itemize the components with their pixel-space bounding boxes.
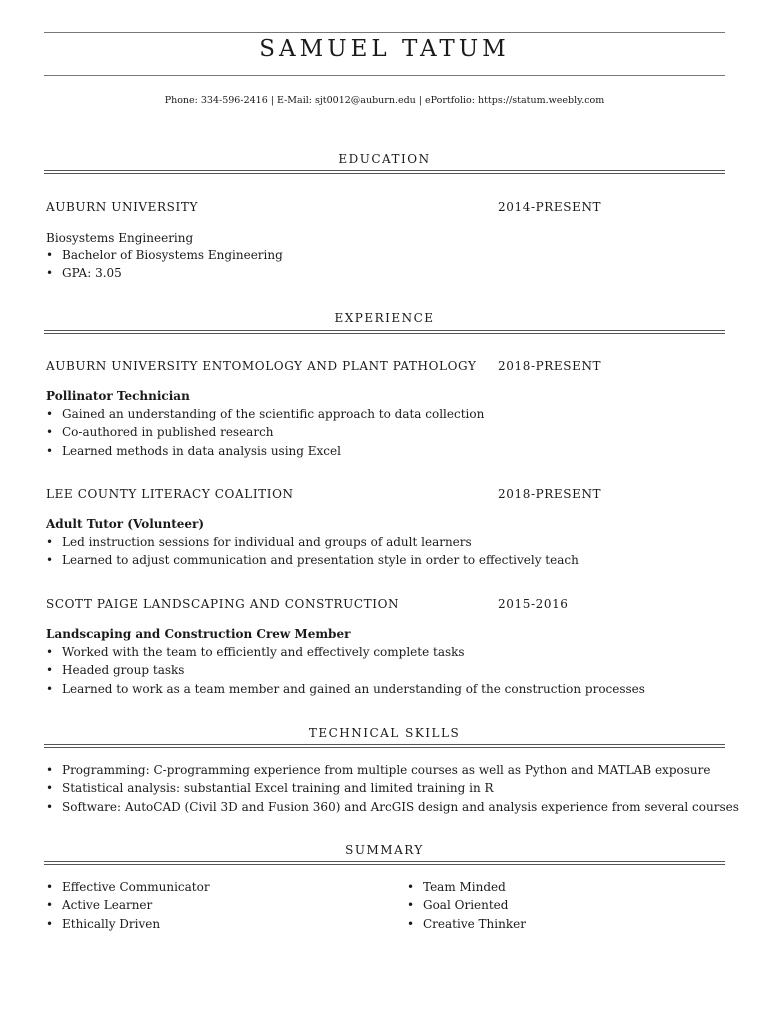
header-top-rule bbox=[44, 32, 725, 33]
skills-bullets bbox=[46, 761, 739, 816]
resume-name: SAMUEL TATUM bbox=[259, 36, 510, 62]
section-title-experience: EXPERIENCE bbox=[334, 311, 435, 325]
section-rule-education bbox=[44, 170, 725, 174]
experience-role-2: Adult Tutor (Volunteer) bbox=[46, 517, 205, 531]
experience-date-2: 2018-PRESENT bbox=[498, 487, 602, 501]
list-item: • Creative Thinker bbox=[407, 915, 526, 933]
education-date: 2014-PRESENT bbox=[498, 200, 602, 214]
experience-bullets-2 bbox=[46, 533, 579, 570]
list-item: • Programming: C-programming experience from multiple courses as well as Python and MATLAB exposure bbox=[46, 761, 739, 779]
list-item: • Learned to work as a team member and gained an understanding of the construction processes bbox=[46, 680, 645, 698]
experience-date-1: 2018-PRESENT bbox=[498, 359, 602, 373]
experience-bullets-3 bbox=[46, 643, 645, 698]
list-item: • Goal Oriented bbox=[407, 896, 526, 914]
contact-line: Phone: 334-596-2416 | E-Mail: sjt0012@auburn.edu | ePortfolio: https://statum.weebly.com bbox=[164, 95, 605, 106]
section-rule-experience bbox=[44, 330, 725, 334]
experience-org-3: SCOTT PAIGE LANDSCAPING AND CONSTRUCTION bbox=[46, 597, 400, 611]
list-item: • Ethically Driven bbox=[46, 915, 210, 933]
experience-org-2: LEE COUNTY LITERACY COALITION bbox=[46, 487, 294, 501]
experience-role-3: Landscaping and Construction Crew Member bbox=[46, 627, 351, 641]
summary-bullets-left bbox=[46, 878, 210, 933]
list-item: • GPA: 3.05 bbox=[46, 264, 283, 282]
experience-bullets-1 bbox=[46, 405, 484, 460]
list-item: • Gained an understanding of the scientific approach to data collection bbox=[46, 405, 484, 423]
education-org: AUBURN UNIVERSITY bbox=[46, 200, 198, 214]
list-item: • Learned methods in data analysis using Excel bbox=[46, 442, 484, 460]
education-subtitle: Biosystems Engineering bbox=[46, 231, 194, 245]
list-item: • Headed group tasks bbox=[46, 661, 645, 679]
list-item: • Co-authored in published research bbox=[46, 423, 484, 441]
list-item: • Worked with the team to efficiently and effectively complete tasks bbox=[46, 643, 645, 661]
summary-bullets-right bbox=[407, 878, 526, 933]
list-item: • Team Minded bbox=[407, 878, 526, 896]
list-item: • Active Learner bbox=[46, 896, 210, 914]
section-title-skills: TECHNICAL SKILLS bbox=[308, 726, 461, 740]
header-bottom-rule bbox=[44, 75, 725, 76]
section-rule-skills bbox=[44, 744, 725, 748]
section-title-summary: SUMMARY bbox=[345, 843, 424, 857]
list-item: • Statistical analysis: substantial Excel training and limited training in R bbox=[46, 779, 739, 797]
list-item: • Led instruction sessions for individual and groups of adult learners bbox=[46, 533, 579, 551]
experience-org-1: AUBURN UNIVERSITY ENTOMOLOGY AND PLANT PATHOLOGY bbox=[46, 359, 477, 373]
experience-date-3: 2015-2016 bbox=[498, 597, 569, 611]
education-bullets bbox=[46, 246, 283, 283]
section-title-education: EDUCATION bbox=[338, 152, 431, 166]
list-item: • Software: AutoCAD (Civil 3D and Fusion 360) and ArcGIS design and analysis experience from several courses bbox=[46, 798, 739, 816]
list-item: • Effective Communicator bbox=[46, 878, 210, 896]
experience-role-1: Pollinator Technician bbox=[46, 389, 190, 403]
list-item: • Learned to adjust communication and presentation style in order to effectively teach bbox=[46, 551, 579, 569]
list-item: • Bachelor of Biosystems Engineering bbox=[46, 246, 283, 264]
section-rule-summary bbox=[44, 861, 725, 865]
